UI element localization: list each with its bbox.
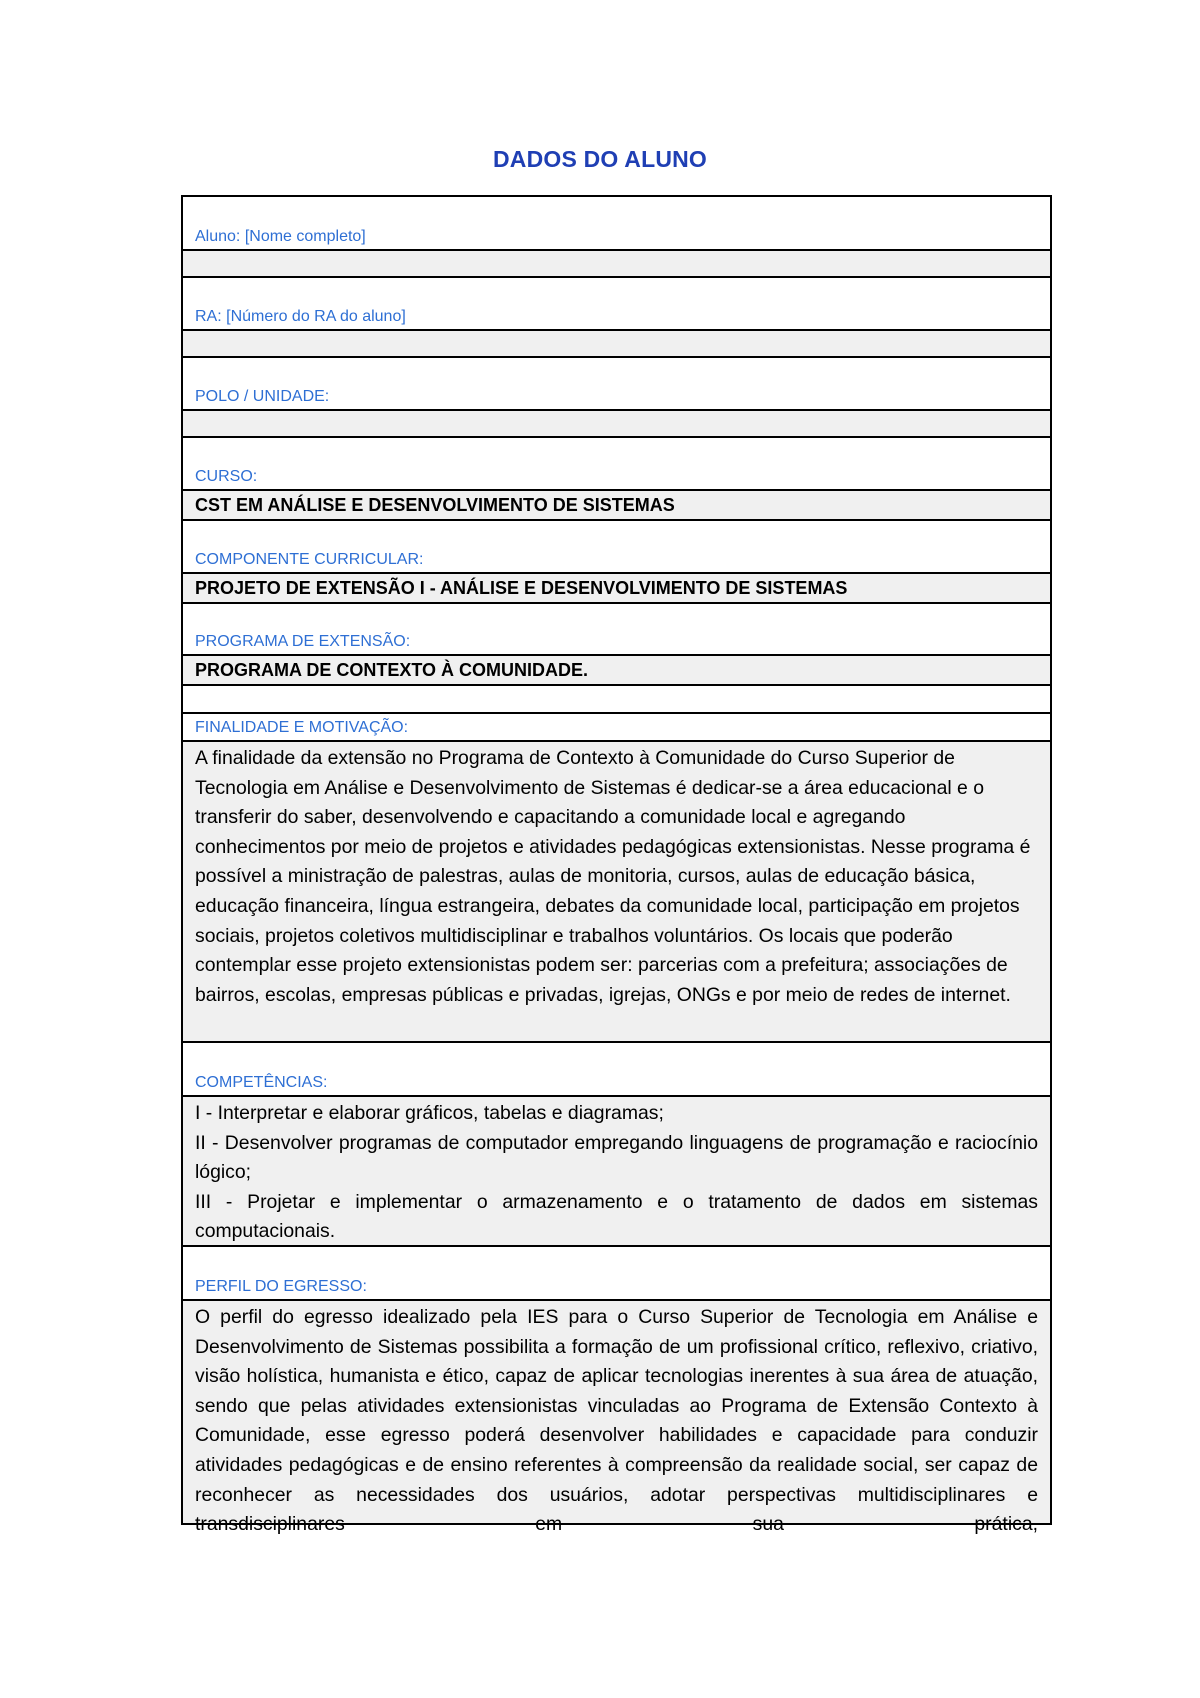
perfil-label: PERFIL DO EGRESSO: (183, 1247, 1050, 1301)
curso-label: CURSO: (183, 438, 1050, 491)
polo-label: POLO / UNIDADE: (183, 358, 1050, 411)
finalidade-label: FINALIDADE E MOTIVAÇÃO: (183, 714, 1050, 742)
ra-field[interactable] (183, 331, 1050, 358)
competencia-item: II - Desenvolver programas de computador empregando linguagens de programação e raciocínio lógico; (195, 1131, 1038, 1184)
competencia-item: III - Projetar e implementar o armazenamento e o tratamento de dados em sistemas computacionais. (195, 1190, 1038, 1243)
componente-value: PROJETO DE EXTENSÃO I - ANÁLISE E DESENVOLVIMENTO DE SISTEMAS (183, 574, 1050, 604)
competencias-label: COMPETÊNCIAS: (183, 1043, 1050, 1097)
ra-label: RA: [Número do RA do aluno] (183, 278, 1050, 331)
spacer-row (183, 686, 1050, 714)
componente-label: COMPONENTE CURRICULAR: (183, 521, 1050, 574)
competencia-item: I - Interpretar e elaborar gráficos, tabelas e diagramas; (195, 1102, 664, 1124)
perfil-text: O perfil do egresso idealizado pela IES para o Curso Superior de Tecnologia em Análise e Desenvolvimento de Sistemas possibilita a formação de um profissional crítico, reflexivo, criativo, visão holística, humanista e ético, capaz de aplicar tecnologias inerentes à sua área de atuação, sendo que pelas atividades extensionistas vinculadas ao Programa de Extensão Contexto à Comunidade, esse egresso poderá desenvolver habilidades e capacidade para conduzir atividades pedagógicas e de ensino referentes à compreensão da realidade social, ser capaz de reconhecer as necessidades dos usuários, adotar perspectivas multidisciplinares e transdisciplinares em sua prática, (183, 1301, 1050, 1523)
curso-value: CST EM ANÁLISE E DESENVOLVIMENTO DE SISTEMAS (183, 491, 1050, 521)
aluno-field[interactable] (183, 251, 1050, 278)
competencias-list (183, 1097, 1050, 1247)
aluno-label: Aluno: [Nome completo] (183, 197, 1050, 251)
finalidade-text: A finalidade da extensão no Programa de Contexto à Comunidade do Curso Superior de Tecnologia em Análise e Desenvolvimento de Sistemas é dedicar-se a área educacional e o transferir do saber, desenvolvendo e capacitando a comunidade local e agregando conhecimentos por meio de projetos e atividades pedagógicas extensionistas. Nesse programa é possível a ministração de palestras, aulas de monitoria, cursos, aulas de educação básica, educação financeira, língua estrangeira, debates da comunidade local, participação em projetos sociais, projetos coletivos multidisciplinar e trabalhos voluntários. Os locais que poderão contemplar esse projeto extensionistas podem ser: parcerias com a prefeitura; associações de bairros, escolas, empresas públicas e privadas, igrejas, ONGs e por meio de redes de internet. (183, 742, 1050, 1043)
programa-label: PROGRAMA DE EXTENSÃO: (183, 604, 1050, 656)
programa-value: PROGRAMA DE CONTEXTO À COMUNIDADE. (183, 656, 1050, 686)
page-title: DADOS DO ALUNO (492, 146, 708, 172)
polo-field[interactable] (183, 411, 1050, 438)
student-data-form (181, 195, 1052, 1536)
